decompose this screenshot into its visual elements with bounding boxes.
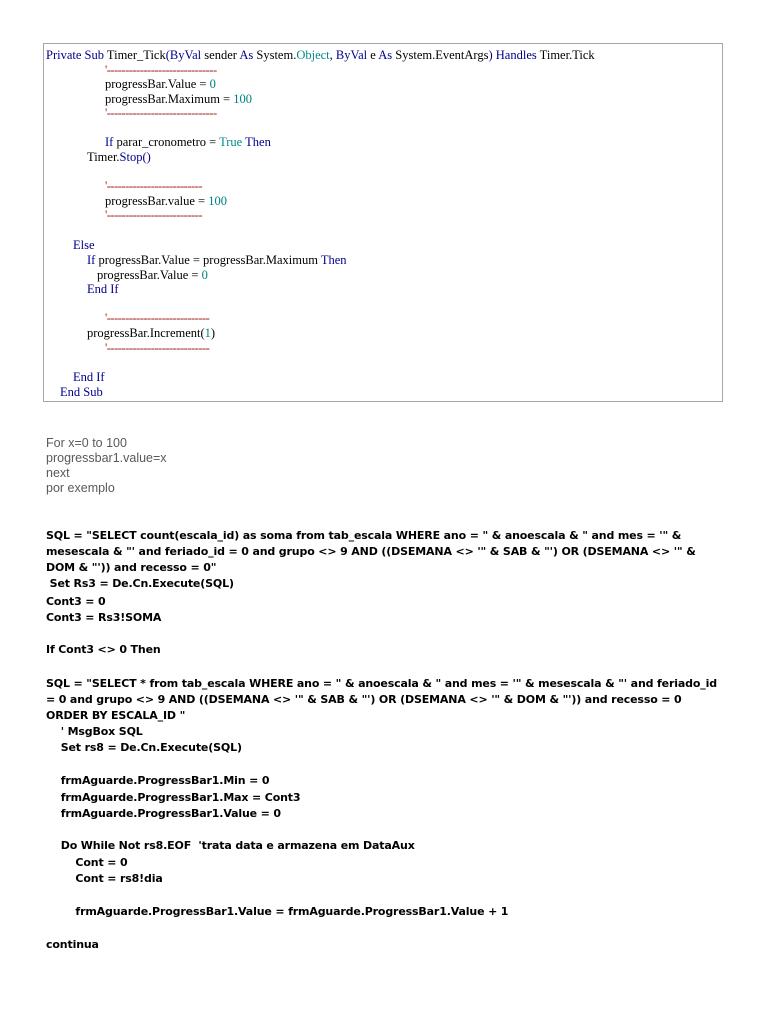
reply-line-for: For x=0 to 100 [46,436,127,450]
keyword-private: Private [46,48,82,62]
code-text: progressBar.value = [105,194,209,208]
keyword-if: If [105,135,114,149]
handler-timer-tick: Timer.Tick [539,48,595,62]
system-1: System [256,48,294,62]
comma: , [329,48,333,62]
sql-paragraph-select: SQL = "SELECT * from tab_escala WHERE ano = " & anoescala & " and mes = '" & mesescala & "' and feriado_id = 0 and grupo <> 9 AND ((DSEMANA <> '" & SAB & "') OR (DSEMANA <> '" & DOM & "')) and recesso = 0 ORDER BY ESCALA_ID " [46,677,717,722]
code-comment-line: '---------------------------- [105,311,210,325]
reply-line-next: next [46,466,70,480]
sql-paragraph-count: SQL = "SELECT count(escala_id) as soma from tab_escala WHERE ano = " & anoescala & " and mes = '" & mesescala & "' and feriado_id = 0 and grupo <> 9 AND ((DSEMANA <> '" & SAB & "') OR (DSEMANA <> '" & DOM & "')) and recesso = 0" [46,529,696,574]
type-object: Object [296,48,330,62]
number-literal: 100 [208,194,227,208]
code-comment-line: '------------------------------ [105,106,217,120]
code-line-sub-declaration: Private Sub Timer_Tick(ByVal sender As System.Object, ByVal e As System.EventArgs) Handles Timer.Tick [46,48,595,62]
keyword-then: Then [320,253,347,267]
close-paren: ) [488,48,493,62]
code-comment-line: '-------------------------- [105,179,202,193]
keyword-sub: Sub [84,48,104,62]
code-line-increment [87,326,215,340]
system-2: System [395,48,433,62]
code-line-end-if: End If [73,370,105,384]
code-line-timer-stop [87,150,151,164]
keyword-handles: Handles [495,48,537,62]
code-line-progress-value-100 [105,194,227,208]
code-text: progressBar.Increment( [87,326,205,340]
code-text: progressBar.Maximum = [105,92,234,106]
method-stop: Stop [119,150,143,164]
code-text: progressBar.Value = [105,77,210,91]
parens: () [142,150,151,164]
reply-line-progress: progressbar1.value=x [46,451,167,465]
sub-name: Timer_Tick [106,48,166,62]
sql-line-cont-zero: Cont = 0 [46,856,128,869]
code-text: progressBar.Value = [97,268,202,282]
reply-line-example: por exemplo [46,481,115,495]
code-comment-line: '-------------------------- [105,208,202,222]
sql-line-cont3-soma: Cont3 = Rs3!SOMA [46,611,162,624]
sql-line-set-rs8: Set rs8 = De.Cn.Execute(SQL) [46,741,242,754]
keyword-if: If [87,253,96,267]
keyword-as-2: As [378,48,393,62]
keyword-then: Then [245,135,271,149]
type-eventargs: EventArgs [435,48,489,62]
param-sender: sender [204,48,237,62]
sql-line-progress-min: frmAguarde.ProgressBar1.Min = 0 [46,774,270,787]
param-e: e [370,48,376,62]
keyword-true: True [219,135,243,149]
number-literal: 1 [204,326,211,340]
sql-line-if-cont3: If Cont3 <> 0 Then [46,643,161,656]
code-text: progressBar.Value = progressBar.Maximum [95,253,321,267]
sql-line-set-rs3: Set Rs3 = De.Cn.Execute(SQL) [46,577,234,590]
keyword-as-1: As [239,48,254,62]
code-line-if-maximum [87,253,347,267]
code-line-progress-maximum [105,92,252,106]
code-comment-line: '------------------------------ [105,63,217,77]
open-paren: ( [165,48,170,62]
code-line-progress-value [105,77,216,91]
sql-line-continua: continua [46,938,99,951]
code-text: Timer. [87,150,120,164]
code-comment-line: '---------------------------- [105,341,210,355]
sql-line-cont-dia: Cont = rs8!dia [46,872,163,885]
code-text: parar_cronometro = [113,135,220,149]
code-line-progress-reset [97,268,208,282]
number-literal: 0 [201,268,208,282]
keyword-byval-1: ByVal [169,48,202,62]
code-line-if-parar [105,135,271,149]
sql-line-msgbox: ' MsgBox SQL [46,725,143,738]
sql-line-increment: frmAguarde.ProgressBar1.Value = frmAguarde.ProgressBar1.Value + 1 [46,905,509,918]
keyword-byval-2: ByVal [335,48,368,62]
code-line-else: Else [73,238,95,252]
number-literal: 100 [233,92,252,106]
number-literal: 0 [209,77,216,91]
sql-line-do-while: Do While Not rs8.EOF 'trata data e armazena em DataAux [46,839,415,852]
code-line-end-sub: End Sub [60,385,103,399]
sql-line-progress-value: frmAguarde.ProgressBar1.Value = 0 [46,807,281,820]
sql-line-progress-max: frmAguarde.ProgressBar1.Max = Cont3 [46,791,301,804]
sql-line-cont3-zero: Cont3 = 0 [46,595,106,608]
code-line-end-if: End If [87,282,119,296]
code-text: ) [210,326,216,340]
